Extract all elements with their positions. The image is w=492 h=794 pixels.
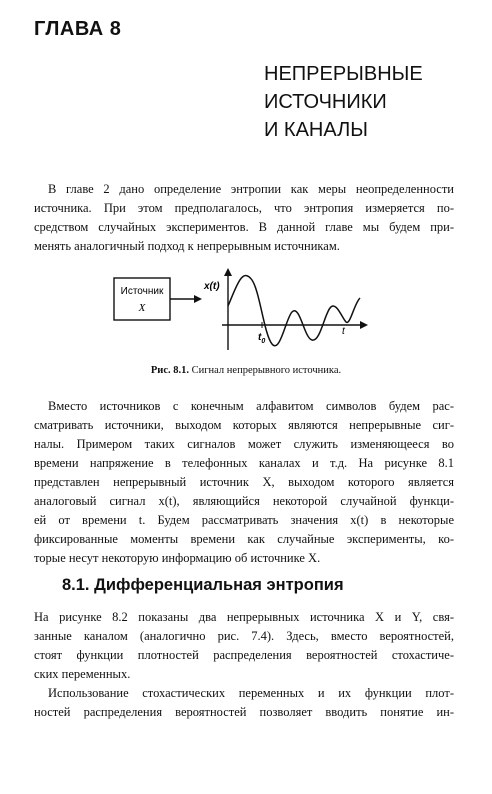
intro-line-3: средством случайных экспериментов. В данной главе мы будем при-	[34, 220, 454, 234]
body-line-1: Вместо источников с конечным алфавитом символов будем рас-	[48, 399, 454, 413]
y-axis-arrow	[224, 268, 232, 276]
t0-label: $t_0$	[258, 332, 266, 345]
section-p2-line-1: Использование стохастических переменных и их функции плот-	[48, 686, 454, 700]
chapter-title-line-3: И КАНАЛЫ	[264, 119, 368, 141]
chapter-title-line-1: НЕПРЕРЫВНЫЕ	[264, 63, 423, 85]
section-paragraph-1	[34, 608, 454, 684]
arrow-head	[194, 295, 202, 303]
section-p1-line-3: стоят функции плотностей распределения вероятностей стохастиче-	[34, 648, 454, 662]
y-axis-label: x(t)	[204, 281, 220, 292]
body-line-7: ей от времени t. Будем рассматривать значения x(t) в некоторые	[34, 513, 454, 527]
section-heading	[62, 576, 344, 595]
signal-figure	[110, 268, 370, 358]
intro-paragraph	[34, 180, 454, 256]
signal-curve	[228, 276, 360, 346]
source-box-variable: X	[138, 302, 146, 314]
body-line-5: представлен непрерывный источник X, выходом которого является	[34, 475, 454, 489]
section-paragraph-2	[34, 684, 454, 722]
chapter-title	[264, 60, 454, 144]
section-number: 8.1.	[62, 576, 90, 594]
section-title: Дифференциальная энтропия	[94, 576, 344, 594]
section-p1-line-4: ских переменных.	[34, 667, 131, 681]
body-line-2: сматривать источники, выходом которых являются непрерывные сиг-	[34, 418, 454, 432]
section-p1-line-2: занные каналом (аналогично рис. 7.4). Здесь, вместо вероятностей,	[34, 629, 454, 643]
body-line-9: торые несут некоторую информацию об источнике X.	[34, 551, 321, 565]
figure-caption-number: Рис. 8.1.	[150, 365, 189, 376]
body-line-4: времени напряжение в телефонных каналах и т.д. На рисунке 8.1	[34, 456, 454, 470]
intro-line-4: менять аналогичный подход к непрерывным источникам.	[34, 239, 340, 253]
chapter-label: ГЛАВА 8	[34, 18, 122, 40]
intro-line-2: источника. При этом предполагалось, что энтропия измеряется по-	[34, 201, 454, 215]
section-p2-line-2: ностей распределения вероятностей позволяет вводить понятие ин-	[34, 705, 454, 719]
body-line-3: налы. Примером таких сигналов может служить изменяющееся во	[34, 437, 454, 451]
body-line-8: фиксированные моменты времени как случайные эксперименты, ко-	[34, 532, 454, 546]
chapter-title-line-2: ИСТОЧНИКИ	[264, 91, 387, 113]
t-axis-label: t	[342, 326, 345, 337]
intro-line-1: В главе 2 дано определение энтропии как меры неопределенности	[48, 182, 454, 196]
figure-caption	[0, 365, 492, 376]
body-line-6: аналоговый сигнал x(t), являющийся некоторой случайной функци-	[34, 494, 454, 508]
figure-caption-text: Сигнал непрерывного источника.	[191, 365, 342, 376]
x-axis-arrow	[360, 321, 368, 329]
source-box-label: Источник	[120, 286, 164, 297]
body-paragraph	[34, 397, 454, 568]
section-p1-line-1: На рисунке 8.2 показаны два непрерывных источника X и Y, свя-	[34, 610, 454, 624]
